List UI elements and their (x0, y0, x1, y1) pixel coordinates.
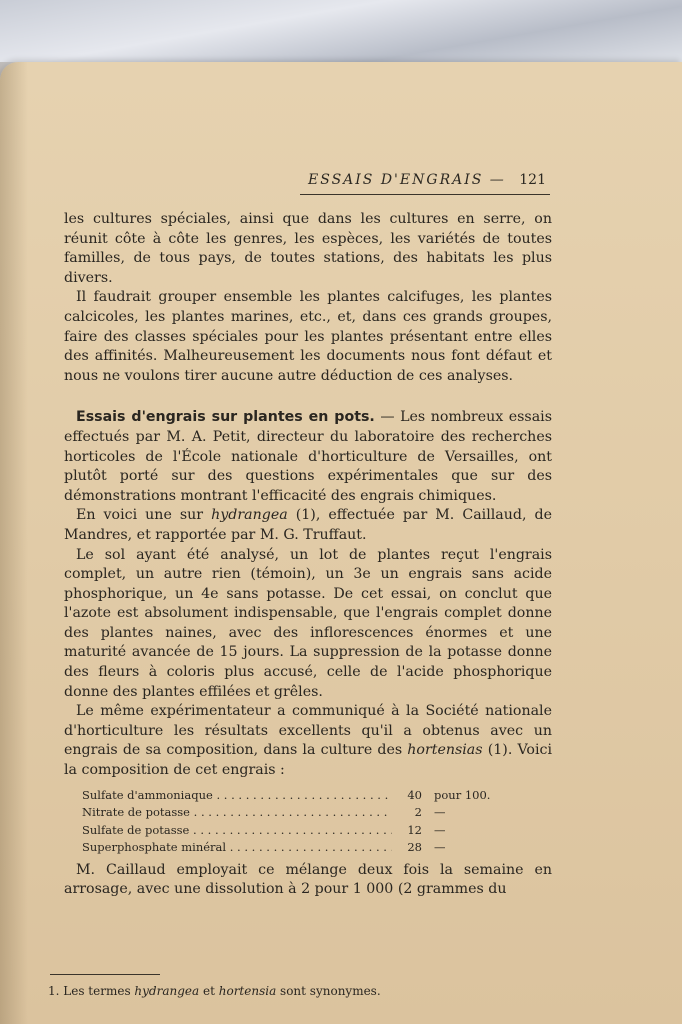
footnote-text-1: 1. Les termes (48, 984, 135, 998)
ingredient: Sulfate de potasse . . . (82, 822, 392, 840)
ingredient: Nitrate de potasse . . . (82, 804, 392, 822)
pot-trials-text: — Les nombreux essais effectués par M. A. Petit, directeur du laboratoire des recherches horticoles de l'École nationale d'horticulture de Versailles, ont plutôt porté sur des questions expérimentales que sur des démonstrations montrant l'efficacité des engrais chimiques. (64, 409, 552, 504)
page-gutter-shadow (0, 62, 28, 1024)
amount: 40 (407, 787, 422, 802)
composition-table (82, 787, 552, 857)
paragraph-soil-analysis: Le sol ayant été analysé, un lot de plantes reçut l'engrais complet, un autre rien (témoin), un 3e un engrais sans acide phosphorique, un 4e sans potasse. De cet essai, on conclut que l'azote est absolument indispensable, que l'engrais complet donne des plantes naines, avec des inflorescences énormes et une maturité avancée de 15 jours. La suppression de la potasse donne des fleurs à coloris plus accusé, celle de l'acide phosphorique donne des plantes effilées et grêles. (64, 546, 552, 700)
running-head (300, 170, 550, 195)
page-number: 121 (519, 172, 546, 188)
paragraph-plant-grouping: Il faudrait grouper ensemble les plantes calcifuges, les plantes calcicoles, les plantes marines, etc., et, dans ces grands groupes, faire des classes spéciales pour les plantes présentant entre elles des affinités. Malheureusement les documents nous font défaut et nous ne voulons tirer aucune autre déduction de ces analyses. (64, 289, 552, 384)
ingredient: Sulfate d'ammoniaque . . . (82, 787, 392, 805)
footnote-italic-1: hydrangea (134, 984, 200, 998)
unit: — (434, 805, 446, 820)
paragraph-continuation: les cultures spéciales, ainsi que dans les cultures en serre, on réunit côte à côte les genres, les espèces, les variétés de toutes familles, de tous pays, de toutes stations, des habitats les plus divers. (64, 211, 552, 286)
section-heading: Essais d'engrais sur plantes en pots. (76, 409, 375, 426)
paragraph-hydrangea (64, 506, 552, 545)
unit: — (434, 840, 446, 855)
unit: — (434, 822, 446, 837)
composition-row (82, 822, 552, 840)
paragraph-pot-trials (64, 408, 552, 506)
amount: 2 (414, 805, 422, 820)
ingredient: Superphosphate minéral . . . (82, 839, 392, 857)
experimenter-text-1: Le même expérimentateur a communiqué à la Société nationale d'horticulture les résultats excellents qu'il a obtenus avec un engrais de sa composition, dans la culture des (64, 703, 552, 759)
footnote (48, 984, 548, 998)
unit: pour 100. (434, 787, 491, 802)
experimenter-text-2: (1). Voici la composition de cet engrais : (64, 742, 552, 779)
footnote-rule (50, 974, 160, 975)
amount: 28 (407, 840, 422, 855)
footnote-text-3: sont synonymes. (276, 984, 381, 998)
paragraph-caillaud: M. Caillaud employait ce mélange deux fois la semaine en arrosage, avec une dissolution à 2 pour 1 000 (2 grammes du (64, 861, 552, 898)
amount: 12 (407, 822, 422, 837)
footnote-text-2: et (199, 984, 219, 998)
composition-row (82, 787, 552, 805)
paragraph-experimenter (64, 702, 552, 780)
hydrangea-text-2: (1), effectuée par M. Caillaud, de Mandres, et rapportée par M. G. Truffaut. (64, 507, 552, 543)
hydrangea-text-1: En voici une sur (76, 507, 212, 524)
footnote-italic-2: hortensia (218, 984, 277, 998)
hydrangea-italic: hydrangea (211, 507, 288, 524)
body-text (64, 210, 552, 900)
composition-row (82, 804, 552, 822)
hortensias-italic: hortensias (407, 742, 483, 759)
composition-row (82, 839, 552, 857)
running-title: ESSAIS D'ENGRAIS — (308, 172, 506, 188)
